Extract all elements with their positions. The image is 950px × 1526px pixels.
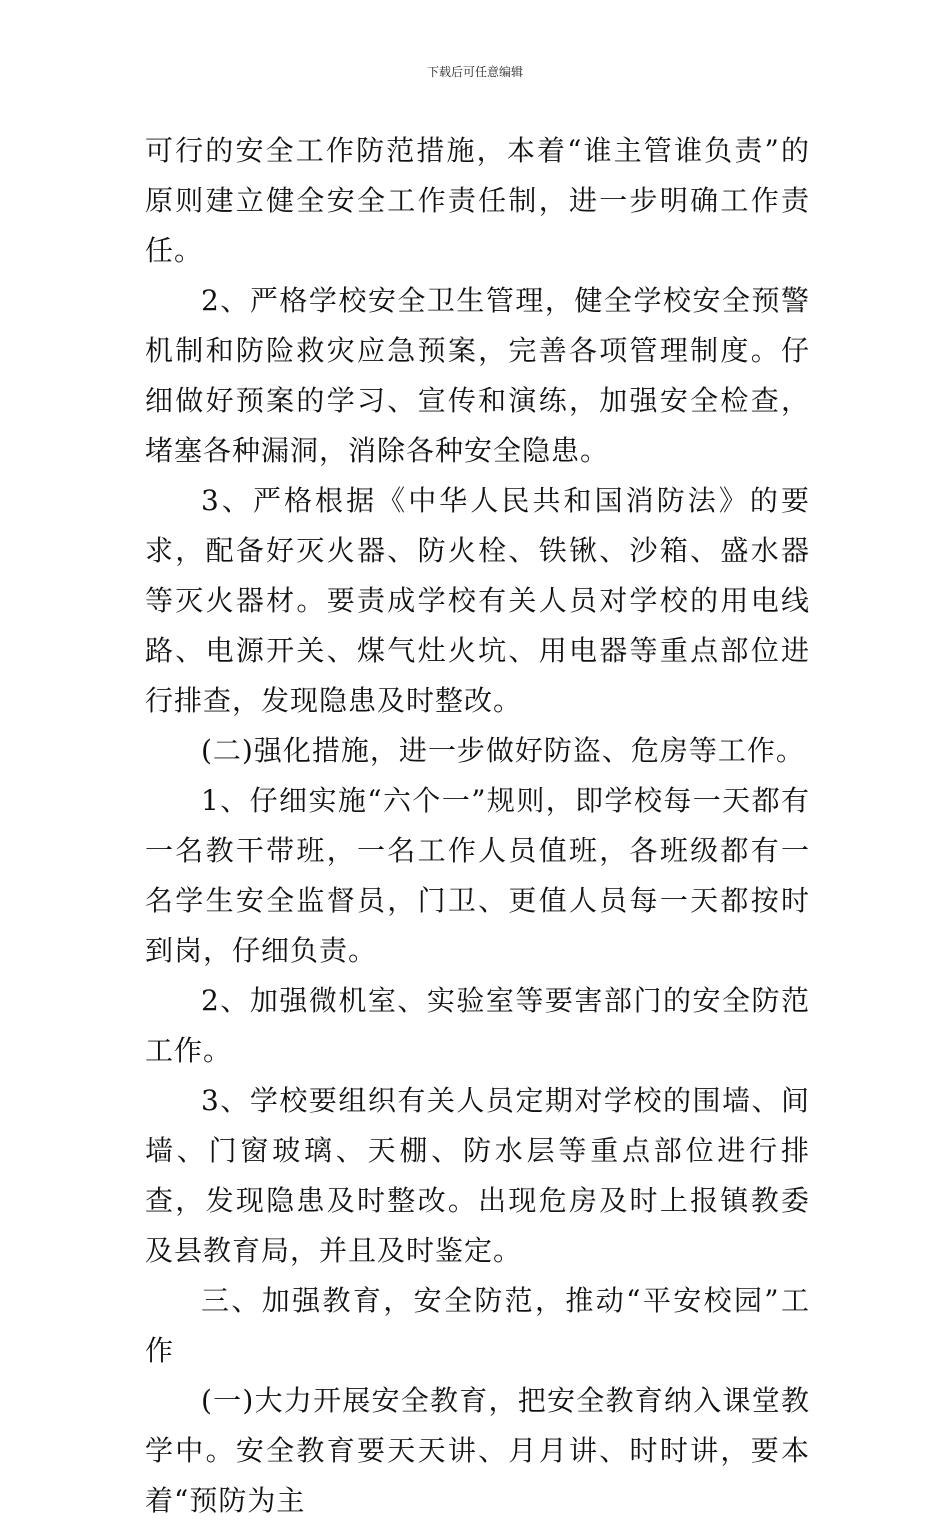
page-header-note: 下载后可任意编辑 — [426, 65, 523, 79]
paragraph-2: 2、严格学校安全卫生管理，健全学校安全预警机制和防险救灾应急预案，完善各项管理制度。仔细做好预案的学习、宣传和演练，加强安全检查，堵塞各种漏洞，消除各种安全隐患。 — [145, 284, 810, 467]
paragraph-4: (二)强化措施，进一步做好防盗、危房等工作。 — [201, 734, 805, 767]
paragraph-8: 三、加强教育，安全防范，推动“平安校园”工作 — [145, 1284, 810, 1367]
paragraph-6: 2、加强微机室、实验室等要害部门的安全防范工作。 — [145, 984, 810, 1067]
paragraph-3: 3、严格根据《中华人民共和国消防法》的要求，配备好灭火器、防火栓、铁锹、沙箱、盛水器等灭火器材。要责成学校有关人员对学校的用电线路、电源开关、煤气灶火坑、用电器等重点部位进行排查，发现隐患及时整改。 — [145, 484, 810, 717]
document-body — [145, 126, 810, 1526]
paragraph-1: 可行的安全工作防范措施，本着“谁主管谁负责”的原则建立健全安全工作责任制，进一步明确工作责任。 — [145, 134, 810, 267]
paragraph-5: 1、仔细实施“六个一”规则，即学校每一天都有一名教干带班，一名工作人员值班，各班级都有一名学生安全监督员，门卫、更值人员每一天都按时到岗，仔细负责。 — [145, 784, 810, 967]
paragraph-9: (一)大力开展安全教育，把安全教育纳入课堂教学中。安全教育要天天讲、月月讲、时时讲，要本着“预防为主 — [145, 1384, 810, 1517]
paragraph-7: 3、学校要组织有关人员定期对学校的围墙、间墙、门窗玻璃、天棚、防水层等重点部位进行排查，发现隐患及时整改。出现危房及时上报镇教委及县教育局，并且及时鉴定。 — [145, 1084, 810, 1267]
